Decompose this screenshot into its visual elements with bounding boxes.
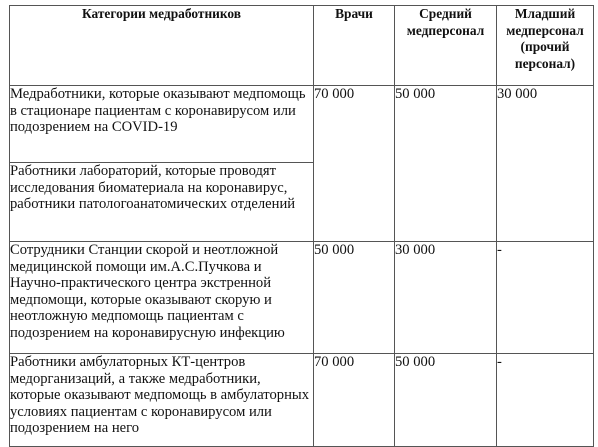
payment-table	[9, 5, 594, 447]
mid-staff-value-cell: 50 000	[395, 86, 497, 242]
header-row	[10, 6, 594, 86]
category-cell: Работники лабораторий, которые проводят исследования биоматериала на коронавирус, работники патологоанатомических отделений	[10, 163, 314, 242]
doctors-value-cell: 70 000	[314, 86, 395, 242]
header-doctors: Врачи	[314, 6, 395, 86]
table-row	[10, 242, 594, 354]
doctors-value-cell: 70 000	[314, 354, 395, 447]
header-mid-staff: Средний медперсонал	[395, 6, 497, 86]
category-cell: Работники амбулаторных КТ-центров медорганизаций, а также медработники, которые оказывают медпомощь в амбулаторных условиях пациентам с коронавирусом или подозрением на него	[10, 354, 314, 447]
category-cell: Медработники, которые оказывают медпомощь в стационаре пациентам с коронавирусом или подозрением на COVID-19	[10, 86, 314, 163]
junior-staff-value-cell: -	[497, 354, 594, 447]
header-junior-staff: Младший медперсонал (прочий персонал)	[497, 6, 594, 86]
category-cell: Сотрудники Станции скорой и неотложной медицинской помощи им.А.С.Пучкова и Научно-практического центра экстренной медпомощи, которые оказывают скорую и неотложную медпомощь пациентам с подозрением на коронавирусную инфекцию	[10, 242, 314, 354]
junior-staff-value-cell: 30 000	[497, 86, 594, 242]
junior-staff-value-cell: -	[497, 242, 594, 354]
mid-staff-value-cell: 30 000	[395, 242, 497, 354]
doctors-value-cell: 50 000	[314, 242, 395, 354]
mid-staff-value-cell: 50 000	[395, 354, 497, 447]
header-category: Категории медработников	[10, 6, 314, 86]
table-row	[10, 354, 594, 447]
table-row	[10, 86, 594, 163]
